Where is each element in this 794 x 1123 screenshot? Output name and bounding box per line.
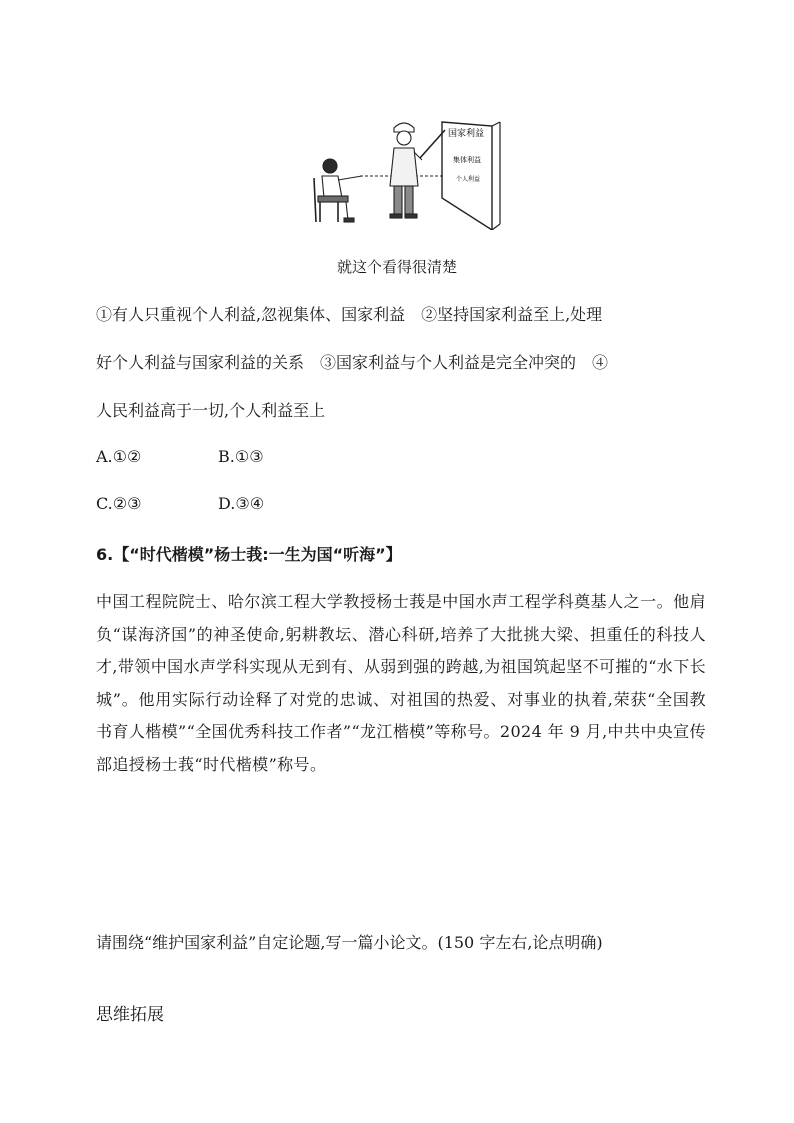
choice-value: ①② [112,447,142,466]
choice-d[interactable] [218,494,264,513]
statement-line-3: 人民利益高于一切,个人利益至上 [96,401,326,420]
board-label-collective: 集体利益 [453,156,481,164]
choice-b[interactable] [218,447,264,466]
statement-line-1: ①有人只重视个人利益,忽视集体、国家利益 ②坚持国家利益至上,处理 [96,305,603,324]
choice-c[interactable] [96,494,141,513]
question-6-material: 中国工程院院士、哈尔滨工程大学教授杨士莪是中国水声工程学科奠基人之一。他肩负“谋海济国”的神圣使命,躬耕教坛、潜心科研,培养了大批挑大梁、担重任的科技人才,带领中国水声学科实现从无到有、从弱到强的跨越,为祖国筑起坚不可摧的“水下长城”。他用实际行动诠释了对党的忠诚、对祖国的热爱、对事业的执着,荣获“全国教书育人楷模”“全国优秀科技工作者”“龙江楷模”等称号。2024 年 9 月,中共中央宣传部追授杨士莪“时代楷模”称号。 [96,592,706,774]
illustration-caption: 就这个看得很清楚 [336,258,457,276]
teacher-figure [390,123,422,218]
teacher-board-illustration [290,118,510,230]
choice-value: ①③ [234,447,264,466]
question-6-prompt: 请围绕“维护国家利益”自定论题,写一篇小论文。(150 字左右,论点明确) [96,933,603,952]
choice-a[interactable] [96,447,141,466]
question-6-title: 6.【“时代楷模”杨士莪:一生为国“听海”】 [96,545,402,564]
choice-value: ③④ [235,494,265,513]
choice-label: C. [96,494,113,513]
pointer-stick [420,130,445,158]
section-heading: 思维拓展 [96,1005,164,1025]
choice-label: D. [218,494,236,513]
choice-label: A. [96,447,113,466]
board-label-personal: 个人利益 [456,176,481,183]
choice-value: ②③ [112,494,142,513]
board-label-national: 国家利益 [448,129,485,139]
student-figure [314,159,362,222]
statement-line-2: 好个人利益与国家利益的关系 ③国家利益与个人利益是完全冲突的 ④ [96,353,609,372]
choice-label: B. [218,447,235,466]
